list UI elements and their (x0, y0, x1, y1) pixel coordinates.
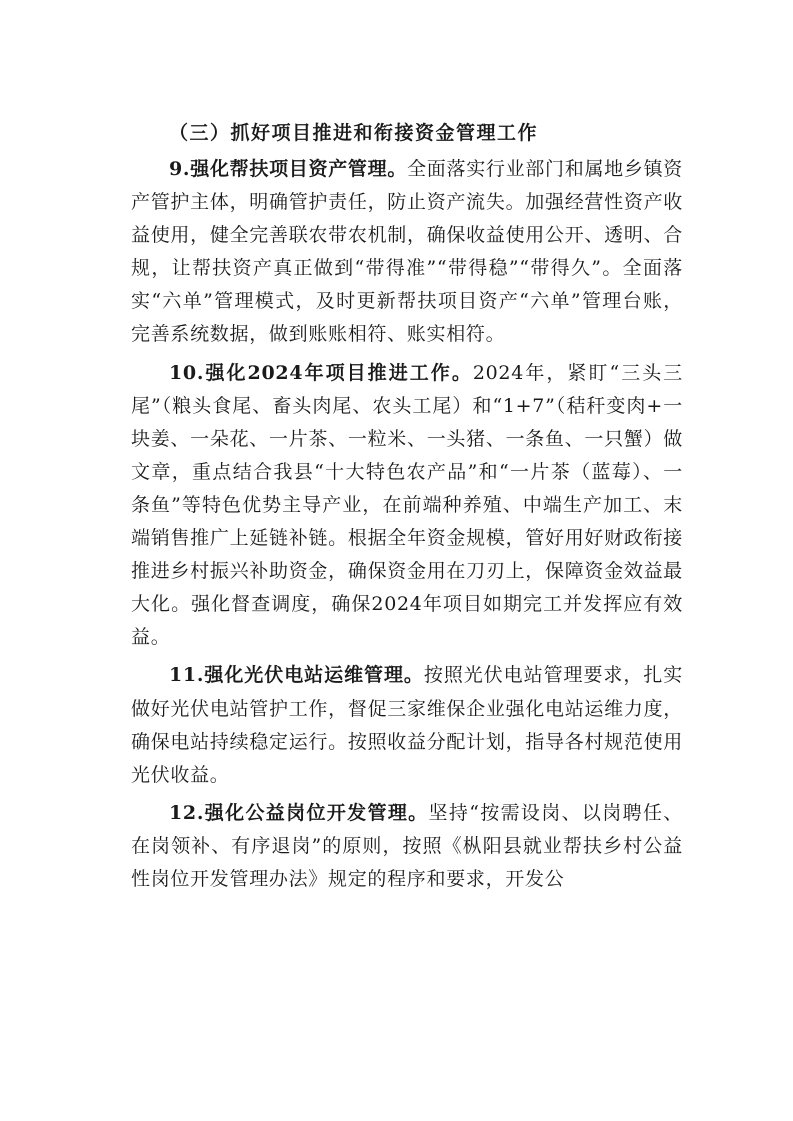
paragraph-lead: 9.强化帮扶项目资产管理。 (169, 158, 408, 180)
document-body (131, 116, 683, 896)
paragraph-lead: 12.强化公益岗位开发管理。 (169, 801, 429, 824)
paragraph-lead: 10.强化2024年项目推进工作。 (169, 361, 473, 384)
section-heading: （三）抓好项目推进和衔接资金管理工作 (169, 122, 539, 144)
paragraph-body: 全面落实行业部门和属地乡镇资产管护主体，明确管护责任，防止资产流失。加强经营性资产收益使用，健全完善联农带农机制，确保收益使用公开、透明、合规，让帮扶资产真正做到“带得准”“带得稳”“带得久”。全面落实“六单”管理模式，及时更新帮扶项目资产“六单”管理台账，完善系统数据，做到账账相符、账实相符。 (131, 158, 683, 346)
paragraph-photovoltaic (131, 659, 683, 791)
paragraph-body: 坚持“按需设岗、以岗聘任、在岗领补、有序退岗”的原则，按照《枞阳县就业帮扶乡村公益性岗位开发管理办法》规定的程序和要求，开发公 (131, 801, 683, 890)
paragraph-body: 按照光伏电站管理要求，扎实做好光伏电站管护工作，督促三家维保企业强化电站运维力度，确保电站持续稳定运行。按照收益分配计划，指导各村规范使用光伏收益。 (131, 664, 683, 786)
paragraph-lead: 11.强化光伏电站运维管理。 (169, 664, 424, 687)
paragraph-project-progress (131, 357, 683, 655)
paragraph-public-welfare-posts (131, 797, 683, 896)
paragraph-asset-management (131, 153, 683, 352)
paragraph-body: 2024年，紧盯“三头三尾”（粮头食尾、畜头肉尾、农头工尾）和“1+7”（秸秆变肉+一块姜、一朵花、一片茶、一粒米、一头猪、一条鱼、一只蟹）做文章，重点结合我县“十大特色农产品”和“一片茶（蓝莓）、一条鱼”等特色优势主导产业，在前端种养殖、中端生产加工、末端销售推广上延链补链。根据全年资金规模，管好用好财政衔接推进乡村振兴补助资金，确保资金用在刀刃上，保障资金效益最大化。强化督查调度，确保2024年项目如期完工并发挥应有效益。 (131, 361, 684, 649)
